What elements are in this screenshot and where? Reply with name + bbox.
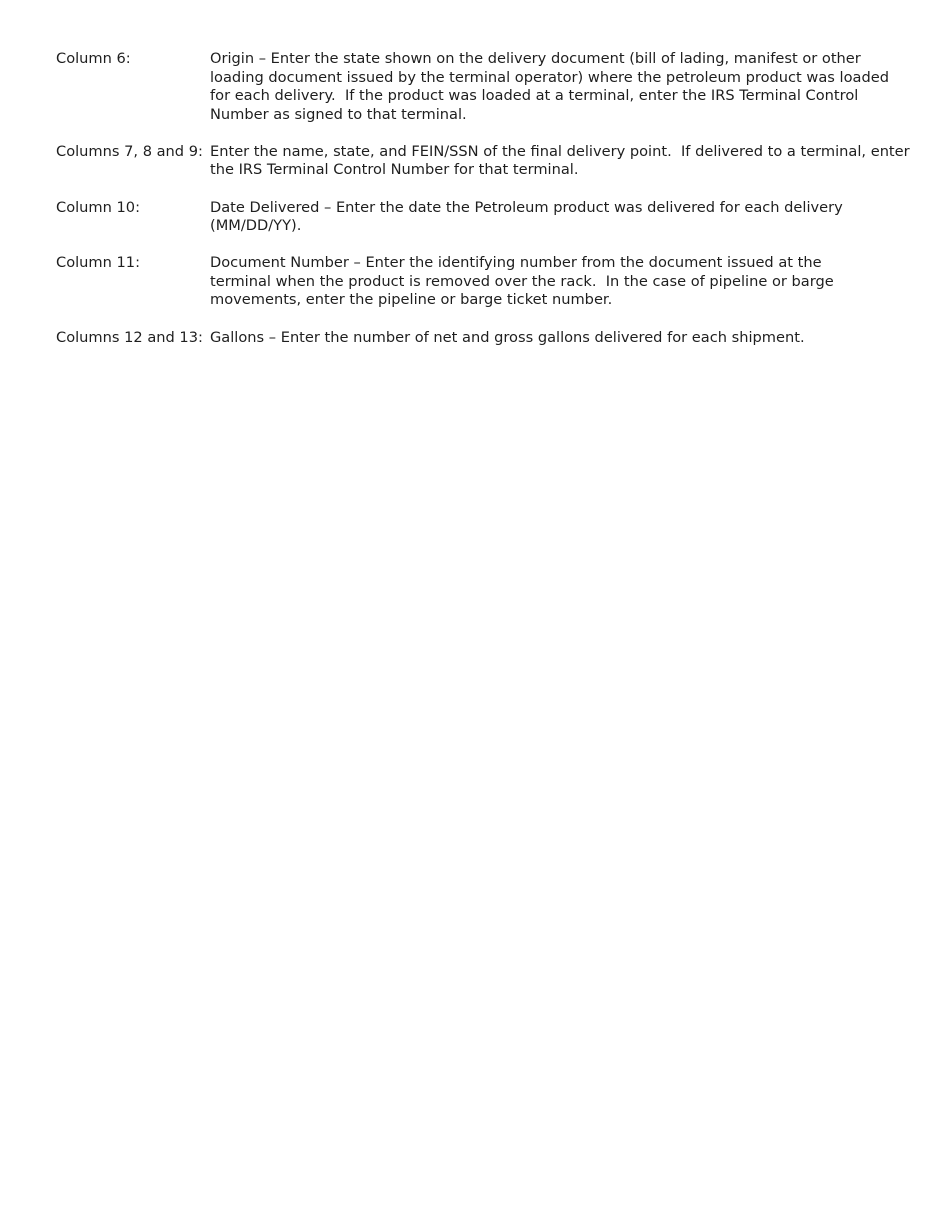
entry-label: Columns 12 and 13:: [56, 328, 203, 346]
instruction-entry-column-10: [56, 199, 896, 236]
description-line: Date Delivered – Enter the date the Petroleum product was delivered for each delivery: [210, 198, 843, 216]
description-line: loading document issued by the terminal operator) where the petroleum product was loaded: [210, 68, 889, 86]
entry-label: Column 6:: [56, 50, 131, 67]
description-line: for each delivery. If the product was loaded at a terminal, enter the IRS Terminal Control: [210, 87, 859, 105]
description-line: Document Number – Enter the identifying number from the document issued at the: [210, 254, 822, 272]
instructions-page: [56, 50, 910, 366]
instruction-entry-columns-12-13: [56, 329, 896, 348]
description-line: Number as signed to that terminal.: [210, 105, 467, 123]
entry-label: Column 11:: [56, 254, 141, 272]
description-line: Origin – Enter the state shown on the delivery document (bill of lading, manifest or other: [210, 50, 861, 67]
entry-label: Columns 7, 8 and 9:: [56, 142, 203, 160]
entry-description: [210, 50, 896, 124]
description-line: the IRS Terminal Control Number for that terminal.: [210, 161, 579, 179]
entry-description: [210, 199, 896, 236]
entry-description: [210, 329, 896, 348]
entry-label: Column 10:: [56, 198, 141, 216]
description-line: (MM/DD/YY).: [210, 217, 302, 235]
description-line: movements, enter the pipeline or barge ticket number.: [210, 291, 613, 309]
description-line: terminal when the product is removed over the rack. In the case of pipeline or barge: [210, 272, 834, 290]
entry-description: [210, 254, 896, 310]
description-line: Enter the name, state, and FEIN/SSN of the final delivery point. If delivered to a terminal, enter: [210, 142, 910, 160]
entry-description: [210, 142, 910, 180]
instruction-entry-column-6: [56, 50, 896, 124]
instruction-entry-columns-7-8-9: [56, 142, 910, 180]
description-line: Gallons – Enter the number of net and gross gallons delivered for each shipment.: [210, 328, 805, 346]
instruction-entry-column-11: [56, 254, 896, 310]
